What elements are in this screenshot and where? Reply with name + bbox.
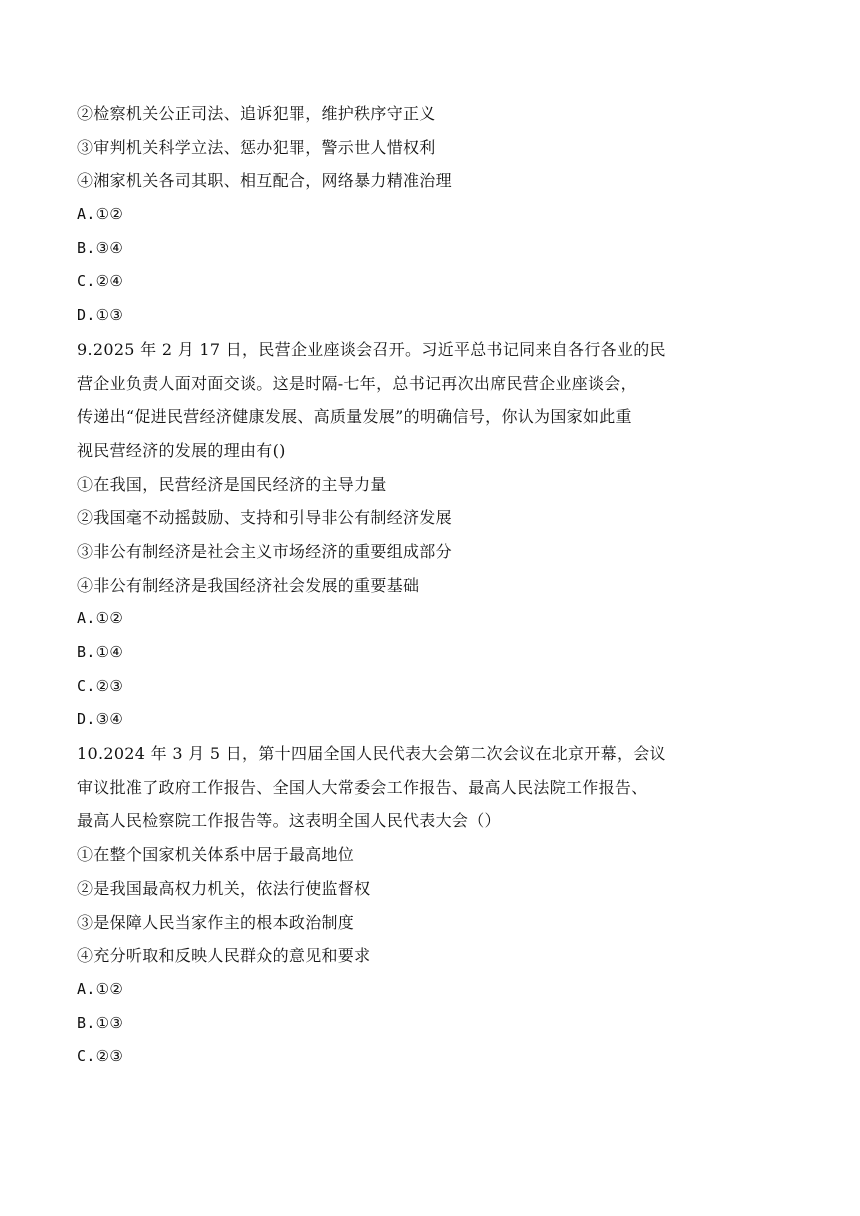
q9-option-b: B.①④: [77, 643, 124, 661]
q9-stem-line-2: 营企业负责人面对面交谈。这是时隔-七年，总书记再次出席民营企业座谈会，: [77, 373, 637, 393]
q8-option-a: A.①②: [77, 205, 124, 224]
q9-item-1: ①在我国，民营经济是国民经济的主导力量: [77, 474, 387, 494]
q8-item-2: ②检察机关公正司法、追诉犯罪，维护秩序守正义: [77, 104, 436, 123]
q10-option-c: C.②③: [77, 1047, 124, 1066]
q8-option-d: D.①③: [77, 306, 124, 325]
q9-item-2: ②我国毫不动摇鼓励、支持和引导非公有制经济发展: [77, 508, 452, 528]
q10-item-2: ②是我国最高权力机关，依法行使监督权: [77, 878, 371, 898]
q9-stem-line-3: 传递出“促进民营经济健康发展、高质量发展”的明确信号，你认为国家如此重: [77, 407, 632, 427]
q9-item-4: ④非公有制经济是我国经济社会发展的重要基础: [77, 575, 420, 595]
q10-stem-line-1: 10.2024 年 3 月 5 日，第十四届全国人民代表大会第二次会议在北京开幕，会议: [77, 744, 666, 764]
q9-option-c: C.②③: [77, 676, 124, 695]
q10-option-a: A.①②: [77, 979, 124, 998]
q9-option-a: A.①②: [77, 609, 124, 628]
q10-item-4: ④充分听取和反映人民群众的意见和要求: [77, 946, 371, 966]
q8-option-c: C.②④: [77, 272, 124, 291]
q10-option-b: B.①③: [77, 1013, 124, 1032]
question-9: [77, 333, 727, 737]
q10-stem-line-2: 审议批准了政府工作报告、全国人大常委会工作报告、最高人民法院工作报告、: [77, 777, 648, 797]
q10-stem-line-3: 最高人民检察院工作报告等。这表明全国人民代表大会（）: [77, 811, 501, 831]
question-8-continued: [77, 97, 727, 333]
question-10: [77, 737, 727, 1074]
q9-stem-line-4: 视民营经济的发展的理由有(): [77, 440, 286, 460]
q10-item-3: ③是保障人民当家作主的根本政治制度: [77, 912, 355, 932]
q9-option-d: D.③④: [77, 710, 124, 729]
exam-page: [77, 97, 727, 1074]
q8-item-4: ④湘家机关各司其职、相互配合，网络暴力精准治理: [77, 171, 452, 191]
q10-item-1: ①在整个国家机关体系中居于最高地位: [77, 845, 355, 865]
q8-option-b: B.③④: [77, 238, 124, 257]
q9-item-3: ③非公有制经济是社会主义市场经济的重要组成部分: [77, 541, 452, 561]
q9-stem-line-1: 9.2025 年 2 月 17 日，民营企业座谈会召开。习近平总书记同来自各行各业的民: [77, 339, 666, 359]
q8-item-3: ③审判机关科学立法、惩办犯罪，警示世人惜权利: [77, 137, 436, 157]
